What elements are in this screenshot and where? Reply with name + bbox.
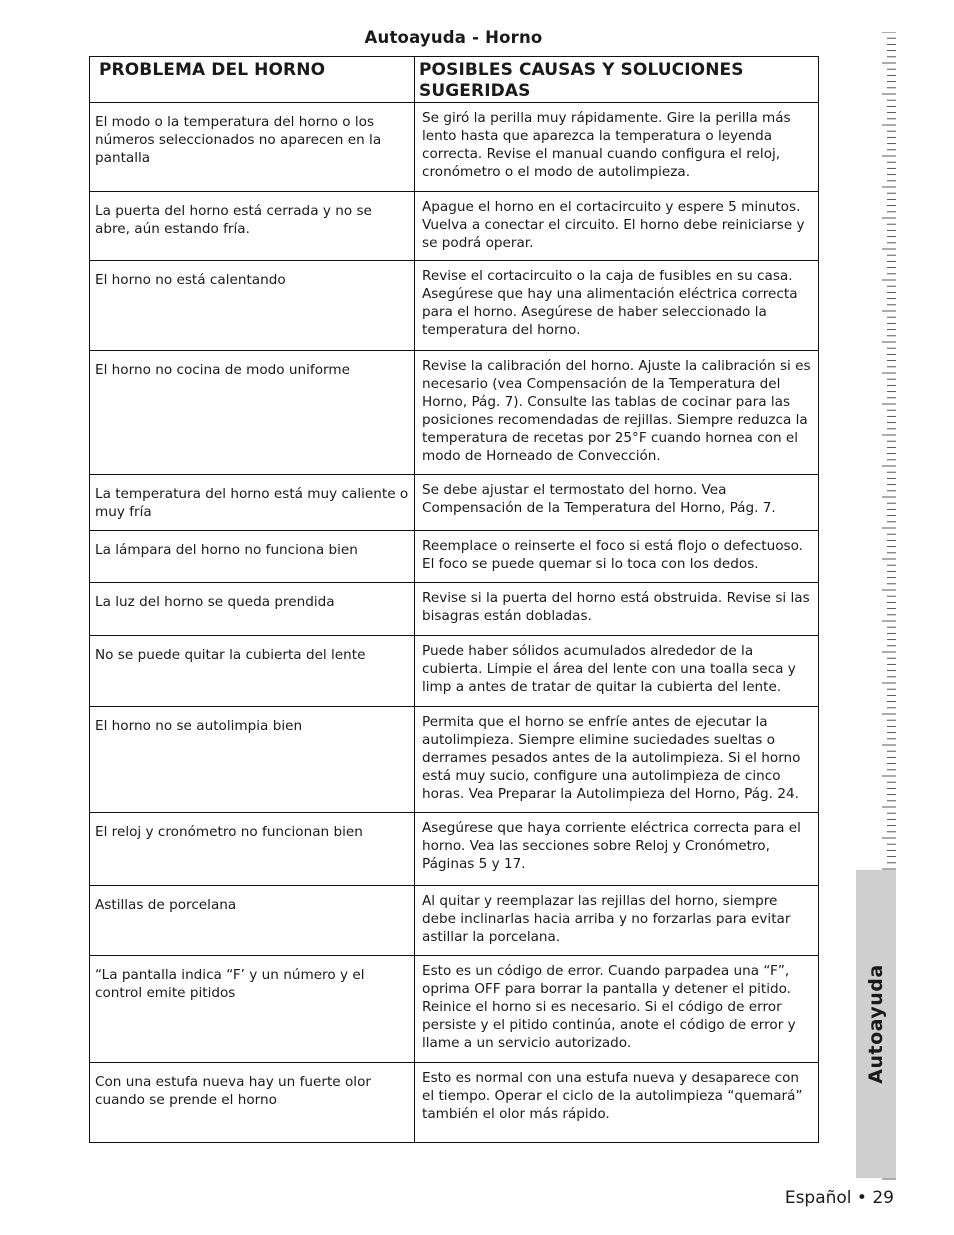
table-row [90,351,819,475]
problem-cell: Astillas de porcelana [90,886,415,956]
solution-cell: Al quitar y reemplazar las rejillas del horno, siempre debe inclinarlas hacia arriba y no forzarlas para evitar astillar la porcelana. [415,886,819,956]
table-row [90,707,819,813]
solution-cell: Revise la calibración del horno. Ajuste la calibración si es necesario (vea Compensación de la Temperatura del Horno, Pág. 7). Consulte las tablas de cocinar para las posiciones recomendadas de rejillas. Siempre reduzca la temperatura de recetas por 25°F cuando hornea con el modo de Horneado de Convección. [415,351,819,475]
problem-cell: La lámpara del horno no funciona bien [90,531,415,583]
solution-cell: Puede haber sólidos acumulados alrededor de la cubierta. Limpie el área del lente con una toalla seca y limp a antes de tratar de quitar la cubierta del lente. [415,636,819,707]
problem-cell: No se puede quitar la cubierta del lente [90,636,415,707]
solution-cell: Revise si la puerta del horno está obstruida. Revise si las bisagras están dobladas. [415,583,819,636]
table-row [90,531,819,583]
table-row [90,1063,819,1143]
page-title: Autoayuda - Horno [364,28,543,47]
problem-cell: El horno no está calentando [90,261,415,351]
solution-cell: Esto es un código de error. Cuando parpadea una “F”, oprima OFF para borrar la pantalla y detener el pitido. Reinice el horno si es necesario. Si el código de error persiste y el pitido continúa, anote el código de error y llame a un servicio autorizado. [415,956,819,1063]
solution-cell: Se debe ajustar el termostato del horno. Vea Compensación de la Temperatura del Horno, Pág. 7. [415,475,819,531]
table-row [90,475,819,531]
solution-cell: Esto es normal con una estufa nueva y desaparece con el tiempo. Operar el ciclo de la autolimpieza “quemará” también el olor más rápido. [415,1063,819,1143]
problem-cell: La temperatura del horno está muy caliente o muy fría [90,475,415,531]
table-row [90,103,819,192]
table-row [90,636,819,707]
solution-cell: Reemplace o reinserte el foco si está flojo o defectuoso. El foco se puede quemar si lo toca con los dedos. [415,531,819,583]
troubleshooting-table [89,56,819,1143]
table-header-row [90,57,819,103]
solution-cell: Apague el horno en el cortacircuito y espere 5 minutos. Vuelva a conectar el circuito. El horno debe reiniciarse y se podrá operar. [415,192,819,261]
header-problem: PROBLEMA DEL HORNO [90,57,415,103]
solution-cell: Revise el cortacircuito o la caja de fusibles en su casa. Asegúrese que hay una alimentación eléctrica correcta para el horno. Asegúrese de haber seleccionado la temperatura del horno. [415,261,819,351]
table-row [90,886,819,956]
page-footer: Español • 29 [784,1188,894,1208]
problem-cell: Con una estufa nueva hay un fuerte olor cuando se prende el horno [90,1063,415,1143]
table-row [90,261,819,351]
solution-cell: Asegúrese que haya corriente eléctrica correcta para el horno. Vea las secciones sobre Reloj y Cronómetro, Páginas 5 y 17. [415,813,819,886]
problem-cell: La luz del horno se queda prendida [90,583,415,636]
solution-cell: Permita que el horno se enfríe antes de ejecutar la autolimpieza. Siempre elimine suciedades sueltas o derrames pesados antes de la autolimpieza. Si el horno está muy sucio, configure una autolimpieza de cinco horas. Vea Preparar la Autolimpieza del Horno, Pág. 24. [415,707,819,813]
problem-cell: El modo o la temperatura del horno o los números seleccionados no aparecen en la pantalla [90,103,415,192]
table-row [90,813,819,886]
problem-cell: La puerta del horno está cerrada y no se abre, aún estando fría. [90,192,415,261]
header-solutions: POSIBLES CAUSAS Y SOLUCIONES SUGERIDAS [415,57,819,103]
section-tab-label: Autoayuda [865,964,887,1084]
problem-cell: “La pantalla indica “F’ y un número y el control emite pitidos [90,956,415,1063]
problem-cell: El horno no se autolimpia bien [90,707,415,813]
problem-cell: El horno no cocina de modo uniforme [90,351,415,475]
table-row [90,192,819,261]
problem-cell: El reloj y cronómetro no funcionan bien [90,813,415,886]
table-row [90,956,819,1063]
table-row [90,583,819,636]
solution-cell: Se giró la perilla muy rápidamente. Gire la perilla más lento hasta que aparezca la temperatura o leyenda correcta. Revise el manual cuando configura el reloj, cronómetro o el modo de autolimpieza. [415,103,819,192]
